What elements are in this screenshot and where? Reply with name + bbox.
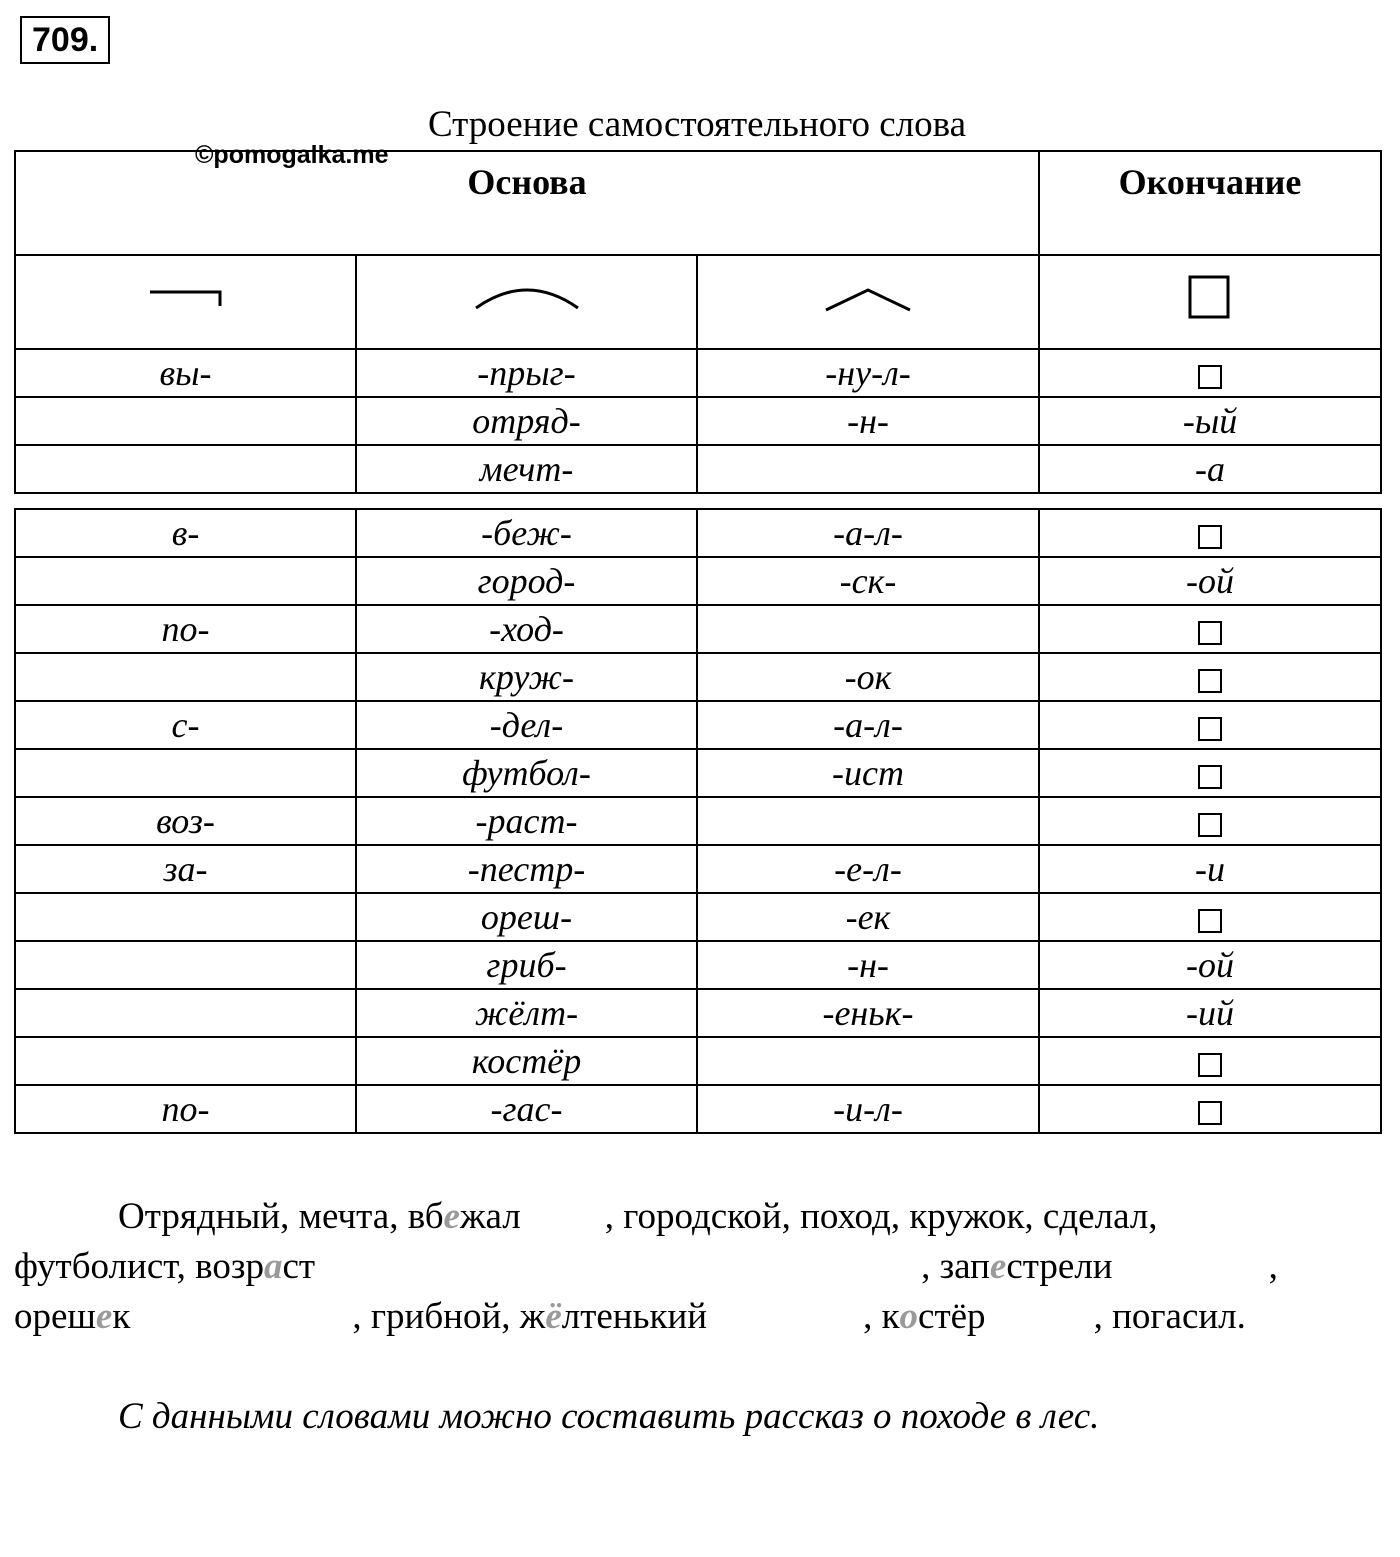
suffix-cell: -н-: [697, 941, 1039, 989]
word-text: , зап: [921, 1246, 990, 1287]
table-row: [15, 445, 1381, 493]
table-row: [15, 349, 1381, 397]
root-arc-icon: [472, 284, 582, 314]
morpheme-table-header: [14, 150, 1382, 494]
table-row: [15, 845, 1381, 893]
highlighted-vowel: е: [95, 1296, 113, 1337]
ending-cell: -ий: [1039, 989, 1381, 1037]
word-text: футболист, возр: [14, 1246, 264, 1287]
empty-ending-box-icon: [1198, 909, 1222, 933]
prefix-cell: [15, 397, 356, 445]
prefix-cell: [15, 653, 356, 701]
word-text: ,: [1268, 1246, 1278, 1287]
suffix-cell: -ок: [697, 653, 1039, 701]
watermark: ©pomogalka.me: [195, 141, 389, 169]
suffix-cell: -а-л-: [697, 701, 1039, 749]
suffix-cell: -еньк-: [697, 989, 1039, 1037]
root-cell: ореш-: [356, 893, 697, 941]
ending-symbol-cell: [1039, 255, 1381, 349]
word-text: , городской, поход, кружок, сделал,: [604, 1196, 1158, 1237]
highlighted-vowel: е: [989, 1246, 1007, 1287]
suffix-cell: [697, 445, 1039, 493]
exercise-number: 709.: [20, 16, 110, 64]
ending-cell: [1039, 701, 1381, 749]
suffix-cell: -ек: [697, 893, 1039, 941]
prefix-cell: [15, 749, 356, 797]
ending-cell: [1039, 349, 1381, 397]
word-text: жал: [459, 1196, 521, 1237]
prefix-mark-icon: [146, 284, 226, 314]
table-row: [15, 989, 1381, 1037]
word-list-paragraph: [14, 1192, 1344, 1342]
empty-ending-box-icon: [1198, 717, 1222, 741]
root-cell: футбол-: [356, 749, 697, 797]
ending-cell: -ый: [1039, 397, 1381, 445]
table-row: [15, 1037, 1381, 1085]
empty-ending-box-icon: [1198, 669, 1222, 693]
table-row: [15, 941, 1381, 989]
word-text: Отрядный, мечта, вб: [118, 1196, 444, 1237]
stem-header: Основа: [15, 151, 1039, 255]
prefix-cell: [15, 941, 356, 989]
word-text: лтенький: [561, 1296, 708, 1337]
highlighted-vowel: а: [263, 1246, 283, 1287]
ending-cell: -а: [1039, 445, 1381, 493]
table-row: [15, 605, 1381, 653]
prefix-cell: вы-: [15, 349, 356, 397]
word-text: стёр: [918, 1296, 986, 1337]
prefix-cell: [15, 1037, 356, 1085]
suffix-cell: -ист: [697, 749, 1039, 797]
ending-cell: [1039, 893, 1381, 941]
root-cell: -ход-: [356, 605, 697, 653]
suffix-cell: -е-л-: [697, 845, 1039, 893]
ending-cell: [1039, 1037, 1381, 1085]
ending-header: Окончание: [1039, 151, 1381, 255]
suffix-cell: -а-л-: [697, 509, 1039, 557]
table-row: [15, 509, 1381, 557]
word-text: к: [112, 1296, 131, 1337]
root-cell: -беж-: [356, 509, 697, 557]
ending-cell: -ой: [1039, 941, 1381, 989]
suffix-caret-icon: [822, 284, 914, 314]
table-row: [15, 701, 1381, 749]
ending-box-icon: [1188, 275, 1232, 319]
word-text: , грибной, ж: [352, 1296, 546, 1337]
table-row: [15, 797, 1381, 845]
suffix-cell: [697, 1037, 1039, 1085]
prefix-cell: [15, 445, 356, 493]
prefix-cell: воз-: [15, 797, 356, 845]
suffix-cell: [697, 797, 1039, 845]
word-text: ст: [282, 1246, 316, 1287]
empty-ending-box-icon: [1198, 365, 1222, 389]
table-row: [15, 1085, 1381, 1133]
highlighted-vowel: е: [443, 1196, 460, 1237]
root-cell: -гас-: [356, 1085, 697, 1133]
empty-ending-box-icon: [1198, 525, 1222, 549]
suffix-cell: -и-л-: [697, 1085, 1039, 1133]
root-cell: отряд-: [356, 397, 697, 445]
prefix-cell: за-: [15, 845, 356, 893]
ending-cell: [1039, 509, 1381, 557]
word-text: стрели: [1006, 1246, 1113, 1287]
ending-cell: -и: [1039, 845, 1381, 893]
suffix-cell: [697, 605, 1039, 653]
root-symbol-cell: [356, 255, 697, 349]
prefix-cell: [15, 989, 356, 1037]
empty-ending-box-icon: [1198, 621, 1222, 645]
root-cell: -раст-: [356, 797, 697, 845]
morpheme-table: [14, 508, 1382, 1134]
word-text: , к: [863, 1296, 900, 1337]
ending-cell: [1039, 797, 1381, 845]
empty-ending-box-icon: [1198, 1053, 1222, 1077]
table-row: [15, 397, 1381, 445]
prefix-cell: в-: [15, 509, 356, 557]
conclusion-text: С данными словами можно составить рассказ о походе в лес.: [118, 1396, 1100, 1437]
root-cell: костёр: [356, 1037, 697, 1085]
ending-cell: [1039, 749, 1381, 797]
word-text: ореш: [14, 1296, 96, 1337]
prefix-cell: с-: [15, 701, 356, 749]
table-row: [15, 749, 1381, 797]
suffix-symbol-cell: [697, 255, 1039, 349]
prefix-symbol-cell: [15, 255, 356, 349]
prefix-cell: [15, 893, 356, 941]
root-cell: -дел-: [356, 701, 697, 749]
empty-ending-box-icon: [1198, 813, 1222, 837]
root-cell: город-: [356, 557, 697, 605]
word-text: , погасил.: [1093, 1296, 1246, 1337]
suffix-cell: -ск-: [697, 557, 1039, 605]
table-caption: Строение самостоятельного слова: [427, 104, 967, 145]
prefix-cell: по-: [15, 605, 356, 653]
root-cell: мечт-: [356, 445, 697, 493]
ending-cell: [1039, 605, 1381, 653]
highlighted-vowel: ё: [545, 1296, 562, 1337]
empty-ending-box-icon: [1198, 765, 1222, 789]
suffix-cell: -н-: [697, 397, 1039, 445]
prefix-cell: по-: [15, 1085, 356, 1133]
ending-cell: [1039, 1085, 1381, 1133]
ending-cell: [1039, 653, 1381, 701]
suffix-cell: -ну-л-: [697, 349, 1039, 397]
empty-ending-box-icon: [1198, 1101, 1222, 1125]
root-cell: жёлт-: [356, 989, 697, 1037]
table-row: [15, 653, 1381, 701]
root-cell: гриб-: [356, 941, 697, 989]
table-row: [15, 557, 1381, 605]
root-cell: -пестр-: [356, 845, 697, 893]
ending-cell: -ой: [1039, 557, 1381, 605]
root-cell: -прыг-: [356, 349, 697, 397]
root-cell: круж-: [356, 653, 697, 701]
table-row: [15, 893, 1381, 941]
prefix-cell: [15, 557, 356, 605]
highlighted-vowel: о: [899, 1296, 919, 1337]
